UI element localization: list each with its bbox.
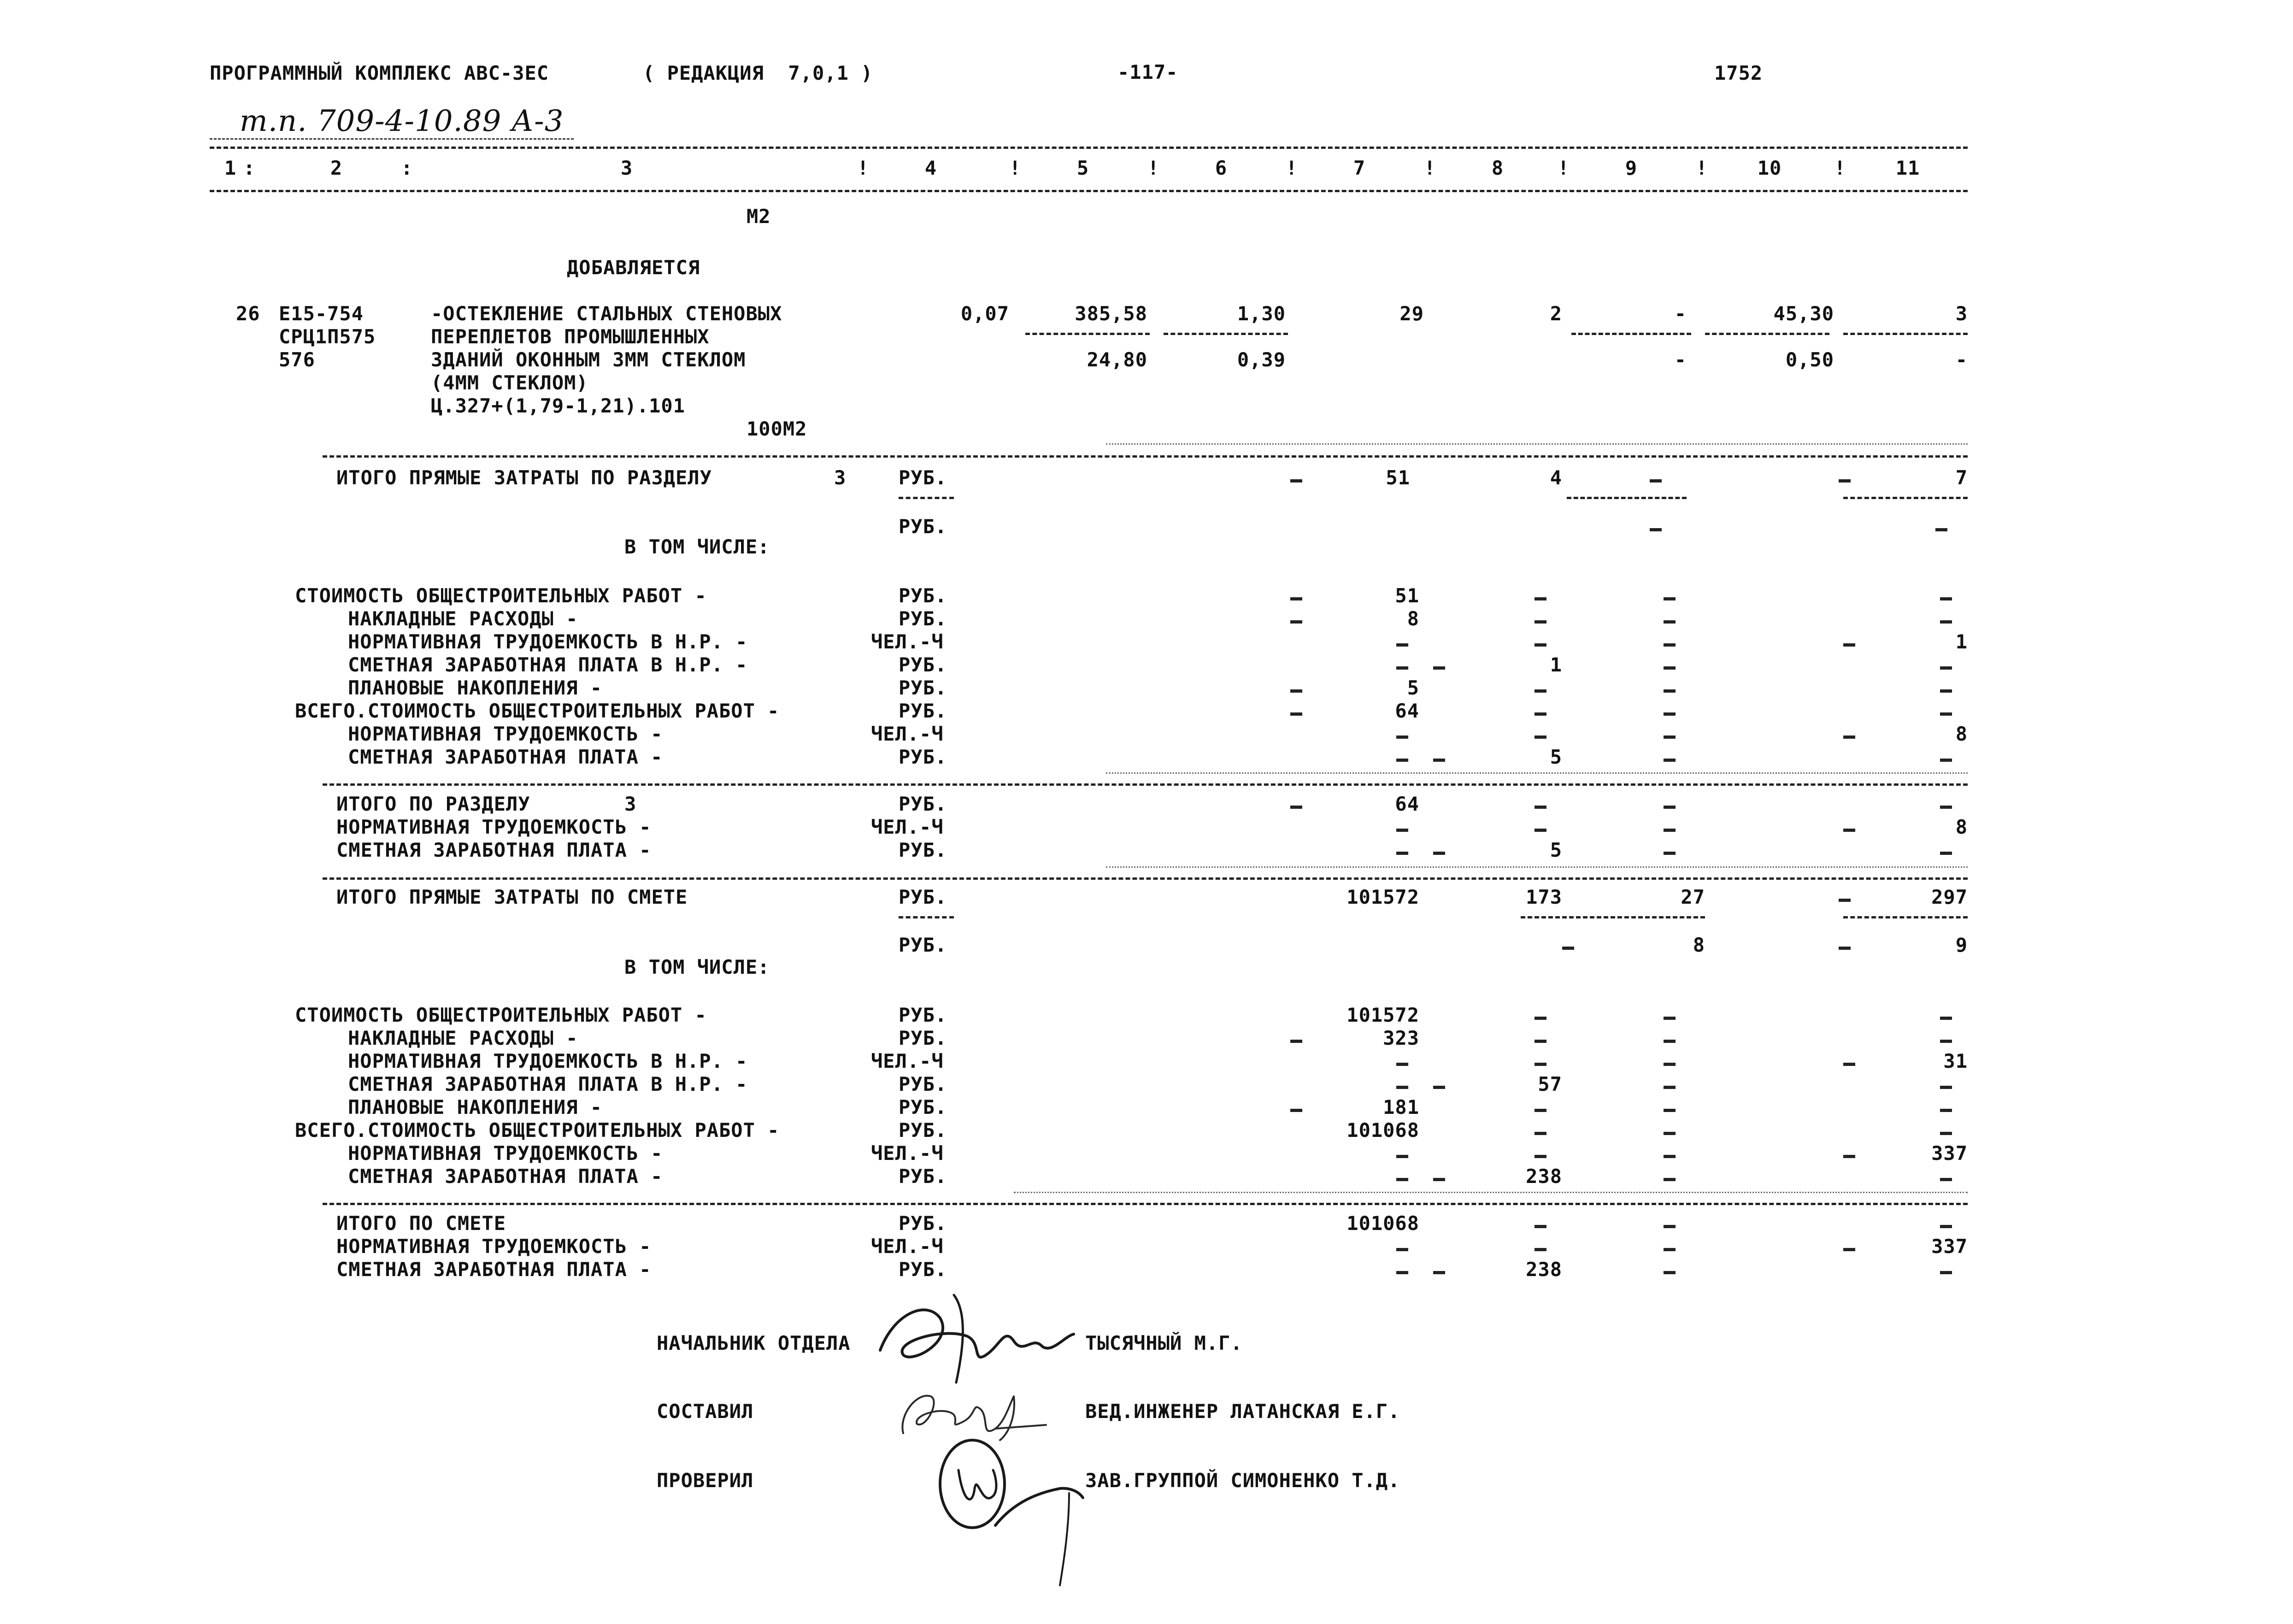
row-unit: РУБ. bbox=[899, 700, 947, 722]
row-unit: РУБ. bbox=[899, 1004, 947, 1026]
row-label: НОРМАТИВНАЯ ТРУДОЕМКОСТЬ В Н.Р. - bbox=[348, 1050, 748, 1072]
row-col7: 8 bbox=[1407, 607, 1419, 630]
col-sep: ! bbox=[1558, 157, 1570, 179]
col-sep: ! bbox=[1424, 157, 1436, 179]
estimate-total-rule bbox=[323, 1203, 1968, 1205]
row-col8: 238 bbox=[1526, 1258, 1562, 1281]
row-col11: 8 bbox=[1955, 816, 1968, 838]
item-description: Ц.327+(1,79-1,21).101 bbox=[431, 394, 686, 417]
row-label: ПЛАНОВЫЕ НАКОПЛЕНИЯ - bbox=[348, 1096, 603, 1118]
document-code: 1752 bbox=[1714, 62, 1763, 84]
row-unit: РУБ. bbox=[899, 607, 947, 630]
row-label: НАКЛАДНЫЕ РАСХОДЫ - bbox=[348, 607, 578, 630]
estimate-total-label: ИТОГО ПО СМЕТЕ bbox=[336, 1212, 506, 1235]
row-label: НОРМАТИВНАЯ ТРУДОЕМКОСТЬ - bbox=[336, 816, 652, 838]
row-col7: 101068 bbox=[1346, 1212, 1419, 1235]
row-unit: ЧЕЛ.-Ч bbox=[871, 630, 944, 653]
signature-name: ЗАВ.ГРУППОЙ СИМОНЕНКО Т.Д. bbox=[1085, 1469, 1400, 1492]
item-col11-wage: - bbox=[1955, 348, 1968, 371]
col-header-11: 11 bbox=[1895, 157, 1920, 179]
row-col8: 1 bbox=[1550, 653, 1562, 676]
item-unit-cost: 385,58 bbox=[1075, 302, 1147, 325]
item-description: -ОСТЕКЛЕНИЕ СТАЛЬНЫХ СТЕНОВЫХ bbox=[431, 302, 782, 325]
item-col9-wage: - bbox=[1674, 348, 1687, 371]
including-heading: В ТОМ ЧИСЛЕ: bbox=[624, 956, 770, 978]
item-total-cost: 1,30 bbox=[1237, 302, 1286, 325]
section-direct-col11: 7 bbox=[1955, 466, 1968, 489]
row-unit: РУБ. bbox=[899, 839, 947, 861]
col-sep: ! bbox=[857, 157, 870, 179]
signature-name: ВЕД.ИНЖЕНЕР ЛАТАНСКАЯ Е.Г. bbox=[1085, 1400, 1400, 1423]
item-unit-cost-wage: 24,80 bbox=[1087, 348, 1147, 371]
col-header-3: 3 bbox=[620, 157, 633, 179]
col-header-5: 5 bbox=[1076, 157, 1089, 179]
estimate-direct-col9: 27 bbox=[1681, 886, 1705, 908]
item-code: 576 bbox=[279, 348, 315, 371]
row-unit: РУБ. bbox=[899, 1212, 947, 1235]
program-title: ПРОГРАММНЫЙ КОМПЛЕКС АВС-3ЕС bbox=[210, 62, 549, 84]
row-label: СМЕТНАЯ ЗАРАБОТНАЯ ПЛАТА - bbox=[336, 839, 652, 861]
handwritten-signature-3 bbox=[931, 1433, 1088, 1590]
section-direct-col8: 4 bbox=[1550, 466, 1562, 489]
row-unit: РУБ. bbox=[899, 584, 947, 607]
estimate-direct-col8: 173 bbox=[1526, 886, 1562, 908]
col-header-8: 8 bbox=[1491, 157, 1504, 179]
unit-rub: РУБ. bbox=[899, 934, 947, 956]
estimate-direct-col11: 297 bbox=[1931, 886, 1968, 908]
col-sep: ! bbox=[1286, 157, 1298, 179]
row-col7: 101572 bbox=[1346, 1004, 1419, 1026]
row-col7: 101068 bbox=[1346, 1119, 1419, 1142]
section-rule bbox=[323, 455, 1968, 458]
col-sep: ! bbox=[1147, 157, 1160, 179]
col-header-6: 6 bbox=[1215, 157, 1228, 179]
row-unit: РУБ. bbox=[899, 677, 947, 699]
estimate-direct-col7: 101572 bbox=[1346, 886, 1419, 908]
row-unit: ЧЕЛ.-Ч bbox=[871, 1142, 944, 1165]
row-label: СТОИМОСТЬ ОБЩЕСТРОИТЕЛЬНЫХ РАБОТ - bbox=[295, 1004, 707, 1026]
item-code: Е15-754 bbox=[279, 302, 364, 325]
row-col7: 181 bbox=[1383, 1096, 1419, 1118]
estimate-second-col11: 9 bbox=[1955, 934, 1968, 956]
estimate-second-col9: 8 bbox=[1693, 934, 1705, 956]
item-col10-wage: 0,50 bbox=[1785, 348, 1834, 371]
item-col10: 45,30 bbox=[1773, 302, 1834, 325]
col-sep: ! bbox=[1834, 157, 1846, 179]
row-col8: 5 bbox=[1550, 839, 1562, 861]
unit-m2: М2 bbox=[747, 205, 771, 228]
row-unit: РУБ. bbox=[899, 1119, 947, 1142]
section-total-label: ИТОГО ПО РАЗДЕЛУ bbox=[336, 793, 530, 815]
row-label: НОРМАТИВНАЯ ТРУДОЕМКОСТЬ - bbox=[348, 1142, 663, 1165]
row-unit: РУБ. bbox=[899, 1073, 947, 1095]
estimate-direct-label: ИТОГО ПРЯМЫЕ ЗАТРАТЫ ПО СМЕТЕ bbox=[336, 886, 688, 908]
item-description: ЗДАНИЙ ОКОННЫМ 3ММ СТЕКЛОМ bbox=[431, 348, 746, 371]
item-description: ПЕРЕПЛЕТОВ ПРОМЫШЛЕННЫХ bbox=[431, 325, 710, 348]
row-label: НОРМАТИВНАЯ ТРУДОЕМКОСТЬ - bbox=[336, 1235, 652, 1258]
row-label: НОРМАТИВНАЯ ТРУДОЕМКОСТЬ - bbox=[348, 723, 663, 745]
col-header-9: 9 bbox=[1625, 157, 1638, 179]
row-col11: 31 bbox=[1943, 1050, 1968, 1072]
row-unit: РУБ. bbox=[899, 1165, 947, 1188]
col-sep: : bbox=[401, 157, 413, 179]
col-header-1: 1 bbox=[224, 157, 237, 179]
row-unit: РУБ. bbox=[899, 1258, 947, 1281]
col-header-4: 4 bbox=[924, 157, 937, 179]
row-label: ПЛАНОВЫЕ НАКОПЛЕНИЯ - bbox=[348, 677, 603, 699]
row-label: СМЕТНАЯ ЗАРАБОТНАЯ ПЛАТА В Н.Р. - bbox=[348, 653, 748, 676]
ref-underline bbox=[210, 138, 574, 140]
col-sep: : bbox=[243, 157, 256, 179]
item-description: (4ММ СТЕКЛОМ) bbox=[431, 371, 588, 394]
section-direct-col7: 51 bbox=[1386, 466, 1410, 489]
row-col11: 337 bbox=[1931, 1142, 1968, 1165]
handwritten-signature-2 bbox=[889, 1378, 1051, 1442]
row-col11: 337 bbox=[1931, 1235, 1968, 1258]
row-col7: 51 bbox=[1395, 584, 1419, 607]
unit-rub: РУБ. bbox=[899, 515, 947, 538]
section-added-heading: ДОБАВЛЯЕТСЯ bbox=[567, 256, 700, 279]
item-unit: 100М2 bbox=[747, 418, 807, 440]
row-unit: РУБ. bbox=[899, 746, 947, 768]
row-label: СТОИМОСТЬ ОБЩЕСТРОИТЕЛЬНЫХ РАБОТ - bbox=[295, 584, 707, 607]
unit-rub: РУБ. bbox=[899, 466, 947, 489]
row-unit: РУБ. bbox=[899, 1027, 947, 1049]
col-header-2: 2 bbox=[330, 157, 343, 179]
section-direct-costs-label: ИТОГО ПРЯМЫЕ ЗАТРАТЫ ПО РАЗДЕЛУ bbox=[336, 466, 712, 489]
row-label: ВСЕГО.СТОИМОСТЬ ОБЩЕСТРОИТЕЛЬНЫХ РАБОТ - bbox=[295, 1119, 780, 1142]
section-total-rule bbox=[323, 783, 1968, 786]
header-bottom-rule bbox=[210, 190, 1968, 192]
section-total-number: 3 bbox=[624, 793, 637, 815]
page-number: -117- bbox=[1117, 61, 1178, 83]
col-header-10: 10 bbox=[1757, 157, 1782, 179]
row-col7: 64 bbox=[1395, 793, 1419, 815]
row-col7: 323 bbox=[1383, 1027, 1419, 1049]
unit-rub: РУБ. bbox=[899, 886, 947, 908]
row-col7: 5 bbox=[1407, 677, 1419, 699]
item-number: 26 bbox=[236, 302, 260, 325]
col-sep: ! bbox=[1696, 157, 1708, 179]
col-sep: ! bbox=[1009, 157, 1022, 179]
row-label: ВСЕГО.СТОИМОСТЬ ОБЩЕСТРОИТЕЛЬНЫХ РАБОТ - bbox=[295, 700, 780, 722]
col-header-7: 7 bbox=[1353, 157, 1366, 179]
row-col7: 64 bbox=[1395, 700, 1419, 722]
item-col8: 2 bbox=[1550, 302, 1562, 325]
handwritten-signature-1 bbox=[876, 1286, 1078, 1387]
row-unit: ЧЕЛ.-Ч bbox=[871, 723, 944, 745]
row-col8: 238 bbox=[1526, 1165, 1562, 1188]
row-label: НОРМАТИВНАЯ ТРУДОЕМКОСТЬ В Н.Р. - bbox=[348, 630, 748, 653]
row-unit: РУБ. bbox=[899, 793, 947, 815]
item-col9: - bbox=[1674, 302, 1687, 325]
item-total-cost-wage: 0,39 bbox=[1237, 348, 1286, 371]
section-number: 3 bbox=[834, 466, 847, 489]
including-heading: В ТОМ ЧИСЛЕ: bbox=[624, 535, 770, 558]
signature-role: СОСТАВИЛ bbox=[657, 1400, 754, 1423]
item-col11: 3 bbox=[1955, 302, 1968, 325]
row-unit: ЧЕЛ.-Ч bbox=[871, 1050, 944, 1072]
handwritten-reference: т.п. 709-4-10.89 А-3 bbox=[240, 104, 564, 138]
row-col8: 57 bbox=[1538, 1073, 1562, 1095]
item-col7: 29 bbox=[1399, 302, 1424, 325]
row-label: СМЕТНАЯ ЗАРАБОТНАЯ ПЛАТА - bbox=[348, 746, 663, 768]
signature-role: НАЧАЛЬНИК ОТДЕЛА bbox=[657, 1332, 851, 1354]
table-top-rule bbox=[210, 147, 1968, 149]
row-label: СМЕТНАЯ ЗАРАБОТНАЯ ПЛАТА - bbox=[348, 1165, 663, 1188]
item-quantity: 0,07 bbox=[960, 302, 1009, 325]
row-unit: ЧЕЛ.-Ч bbox=[871, 1235, 944, 1258]
row-col8: 5 bbox=[1550, 746, 1562, 768]
signature-role: ПРОВЕРИЛ bbox=[657, 1469, 754, 1492]
row-unit: ЧЕЛ.-Ч bbox=[871, 816, 944, 838]
estimate-rule bbox=[323, 877, 1968, 880]
row-unit: РУБ. bbox=[899, 653, 947, 676]
signature-name: ТЫСЯЧНЫЙ М.Г. bbox=[1085, 1332, 1243, 1354]
item-code: СРЦ1П575 bbox=[279, 325, 376, 348]
row-col11: 8 bbox=[1955, 723, 1968, 745]
row-col11: 1 bbox=[1955, 630, 1968, 653]
row-label: СМЕТНАЯ ЗАРАБОТНАЯ ПЛАТА В Н.Р. - bbox=[348, 1073, 748, 1095]
edition-label: ( РЕДАКЦИЯ 7,0,1 ) bbox=[643, 62, 873, 84]
row-label: СМЕТНАЯ ЗАРАБОТНАЯ ПЛАТА - bbox=[336, 1258, 652, 1281]
row-unit: РУБ. bbox=[899, 1096, 947, 1118]
row-label: НАКЛАДНЫЕ РАСХОДЫ - bbox=[348, 1027, 578, 1049]
